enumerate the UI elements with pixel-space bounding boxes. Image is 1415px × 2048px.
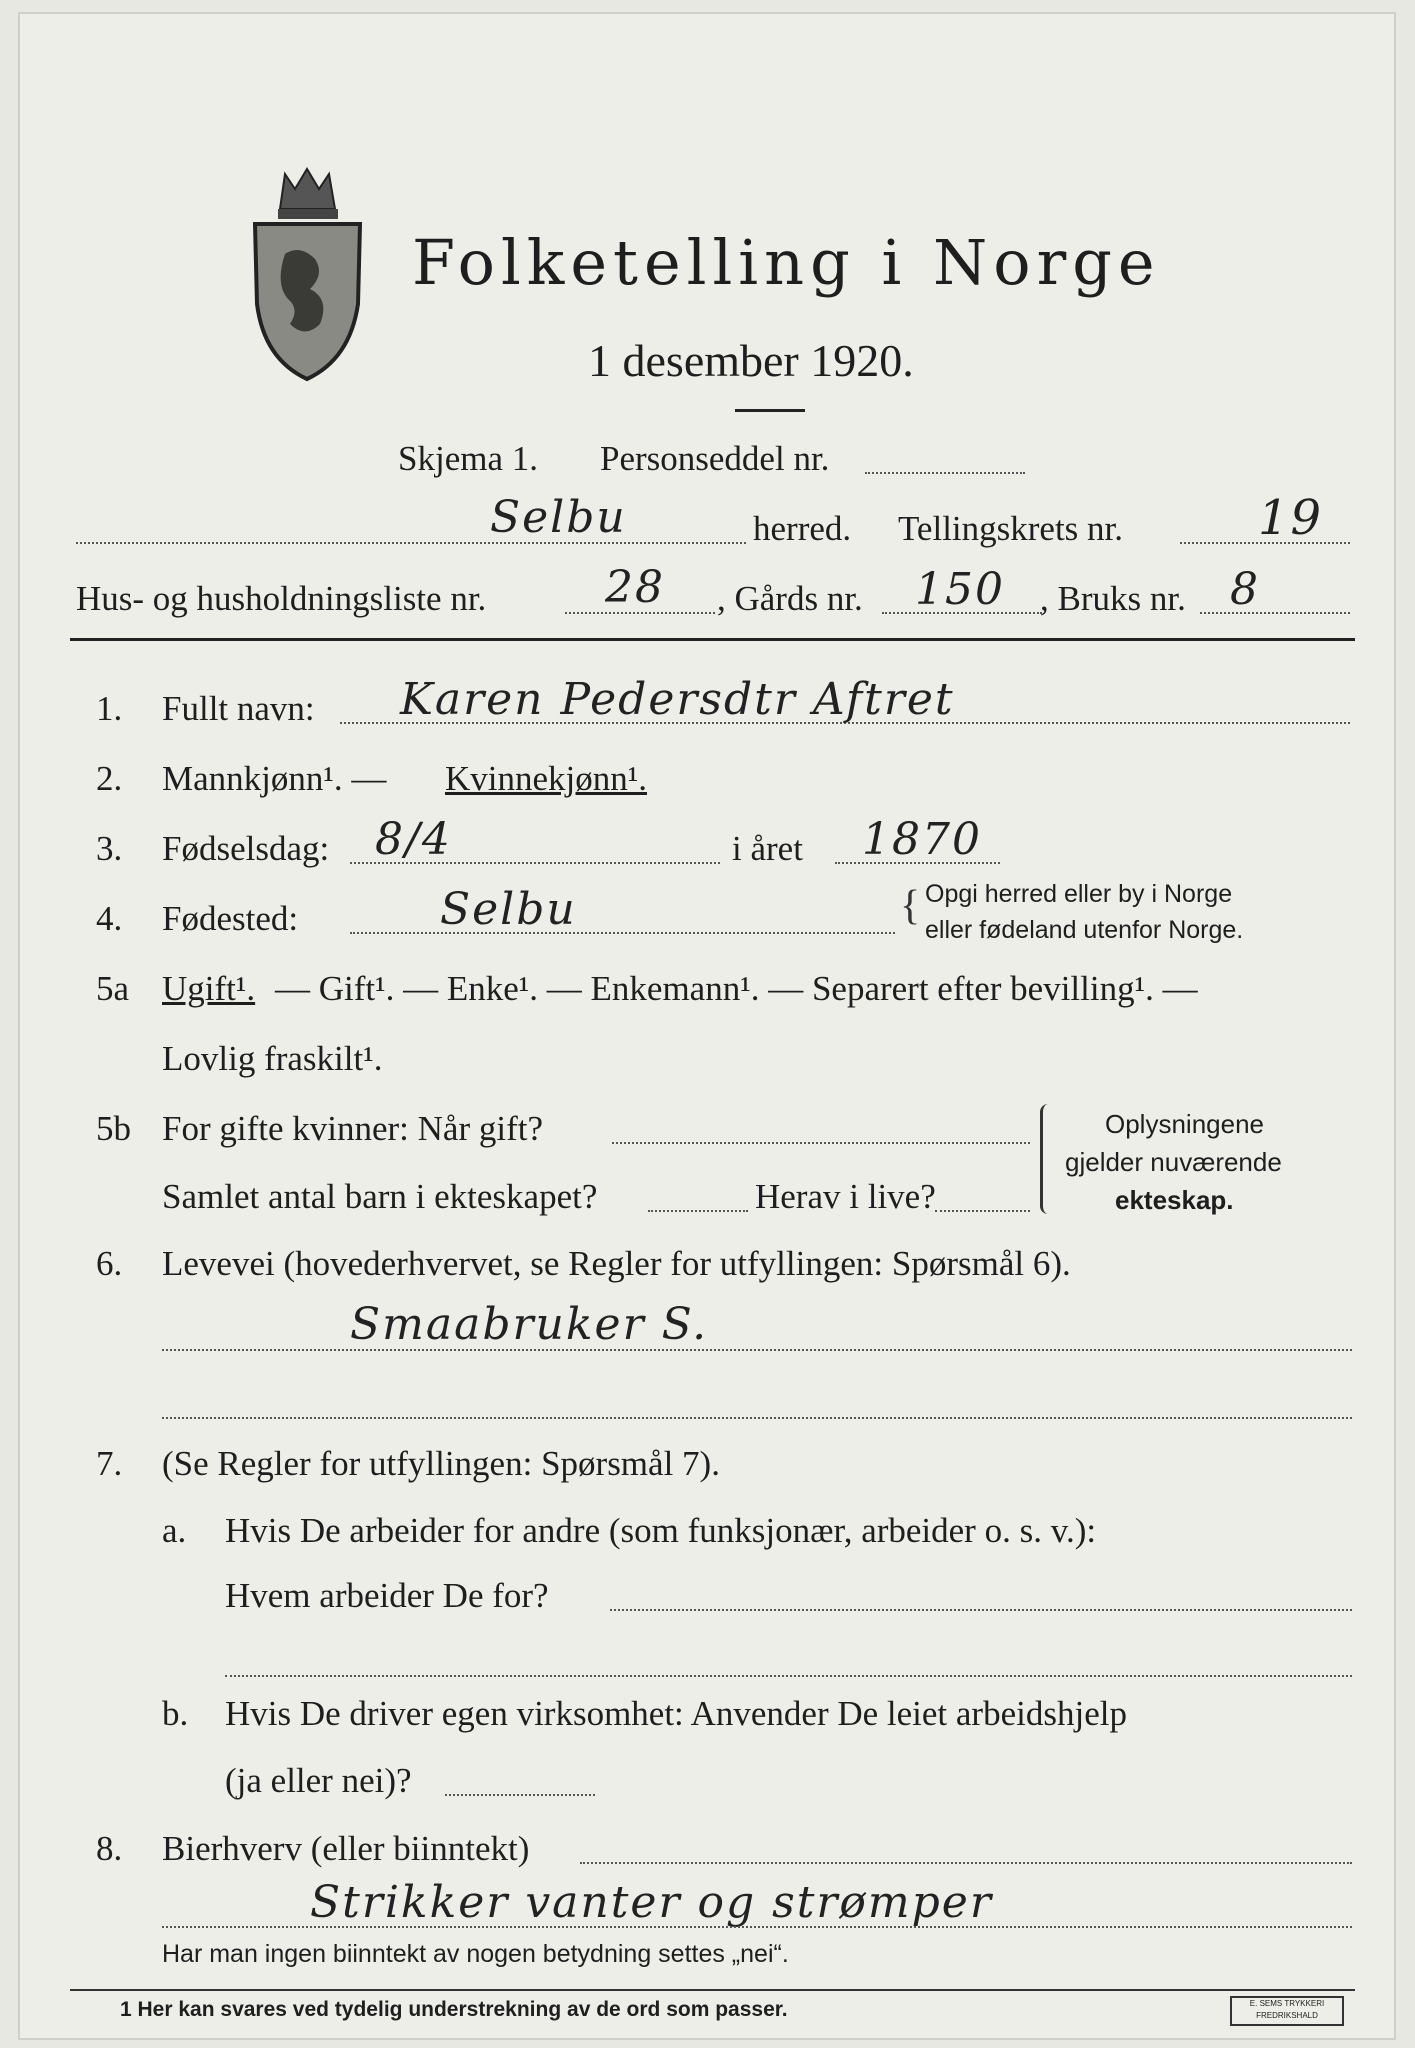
q4-label: Fødested: [162, 899, 299, 938]
gards-label: , Gårds nr. [717, 579, 863, 618]
q5a-other-options[interactable]: — Gift¹. — Enke¹. — Enkemann¹. — Separert efter bevilling¹. — [275, 969, 1198, 1008]
birthplace-value: Selbu [440, 884, 577, 935]
q4-note-1: Opgi herred eller by i Norge [925, 880, 1233, 908]
q7a-letter: a. [162, 1511, 187, 1550]
q3-label: Fødselsdag: [162, 829, 330, 868]
q5b-number: 5b [96, 1109, 131, 1148]
herred-field[interactable] [76, 542, 746, 544]
full-name-value: Karen Pedersdtr Aftret [400, 674, 955, 725]
section-divider [70, 638, 1355, 641]
q7a-line-2: Hvem arbeider De for? [225, 1576, 549, 1615]
employer-field-1[interactable] [610, 1609, 1352, 1611]
q2-female-option[interactable]: Kvinnekjønn¹. [445, 759, 648, 798]
marriage-date-field[interactable] [612, 1142, 1030, 1144]
gards-value: 150 [915, 564, 1005, 615]
employer-field-2[interactable] [225, 1675, 1352, 1677]
q1-label: Fullt navn: [162, 689, 315, 728]
q4-number: 4. [96, 899, 123, 938]
census-form [20, 14, 1394, 2038]
q2-number: 2. [96, 759, 123, 798]
occupation-field-1[interactable] [162, 1349, 1352, 1351]
footer-divider [70, 1989, 1355, 1991]
coat-of-arms-icon [240, 164, 375, 384]
footnote: 1 Her kan svares ved tydelig understrekning av de ord som passer. [120, 1998, 788, 2021]
q3-year-label: i året [732, 829, 803, 868]
q5a-fraskilt-option[interactable]: Lovlig fraskilt¹. [162, 1039, 383, 1078]
q7b-line-2: (ja eller nei)? [225, 1761, 412, 1800]
q6-number: 6. [96, 1244, 123, 1283]
q7b-letter: b. [162, 1694, 189, 1733]
q5a-ugift-option[interactable]: Ugift¹. [162, 969, 256, 1008]
printer-stamp: E. SEMS TRYKKERI FREDRIKSHALD [1230, 1996, 1344, 2026]
q8-number: 8. [96, 1829, 123, 1868]
bruks-label: , Bruks nr. [1040, 579, 1186, 618]
tellingskrets-value: 19 [1258, 490, 1324, 546]
q6-label: Levevei (hovederhvervet, se Regler for utfyllingen: Spørsmål 6). [162, 1244, 1071, 1283]
title-divider [735, 409, 805, 412]
hired-help-field[interactable] [445, 1794, 595, 1796]
bruks-value: 8 [1230, 564, 1260, 615]
q4-brace: { [900, 883, 921, 929]
occupation-value: Smaabruker S. [350, 1299, 709, 1350]
q7a-label: Hvis De arbeider for andre (som funksjonær, arbeider o. s. v.): [225, 1511, 1097, 1550]
side-income-field-2[interactable] [162, 1926, 1352, 1928]
tellingskrets-label: Tellingskrets nr. [898, 509, 1124, 548]
form-title: Folketelling i Norge [412, 226, 1161, 299]
q5b-label-3: Herav i live? [755, 1177, 936, 1216]
children-alive-field[interactable] [935, 1210, 1030, 1212]
hus-value: 28 [605, 562, 665, 613]
q5b-bracket [1040, 1104, 1053, 1214]
q4-note-2: eller fødeland utenfor Norge. [925, 916, 1244, 944]
herred-label: herred. [753, 509, 852, 548]
q5b-note-3: ekteskap. [1115, 1185, 1234, 1215]
q5a-number: 5a [96, 969, 130, 1008]
q5b-note-1: Oplysningene [1105, 1109, 1264, 1139]
birthplace-field[interactable] [350, 932, 895, 934]
birthday-value: 8/4 [375, 814, 452, 865]
side-income-value: Strikker vanter og strømper [310, 1877, 993, 1928]
personseddel-field[interactable] [865, 472, 1025, 474]
q5b-label-2: Samlet antal barn i ekteskapet? [162, 1177, 598, 1216]
hus-label: Hus- og husholdningsliste nr. [76, 579, 487, 618]
q3-number: 3. [96, 829, 123, 868]
bruks-field[interactable] [1200, 612, 1350, 614]
birthyear-value: 1870 [862, 814, 982, 865]
q8-label: Bierhverv (eller biinntekt) [162, 1829, 530, 1868]
q7-label: (Se Regler for utfyllingen: Spørsmål 7). [162, 1444, 720, 1483]
q5b-note-2: gjelder nuværende [1065, 1147, 1282, 1177]
q8-note: Har man ingen biinntekt av nogen betydning settes „nei“. [162, 1940, 789, 1968]
q7-number: 7. [96, 1444, 123, 1483]
schema-label: Skjema 1. [398, 439, 538, 478]
personseddel-label: Personseddel nr. [600, 439, 830, 478]
side-income-field-1[interactable] [580, 1862, 1352, 1864]
census-date: 1 desember 1920. [588, 335, 914, 386]
q1-number: 1. [96, 689, 123, 728]
herred-value: Selbu [490, 492, 627, 543]
q5b-label-1: For gifte kvinner: Når gift? [162, 1109, 544, 1148]
occupation-field-2[interactable] [162, 1417, 1352, 1419]
children-count-field[interactable] [648, 1210, 748, 1212]
q2-male-option[interactable]: Mannkjønn¹. — [162, 759, 387, 798]
q7b-label: Hvis De driver egen virksomhet: Anvender De leiet arbeidshjelp [225, 1694, 1127, 1733]
